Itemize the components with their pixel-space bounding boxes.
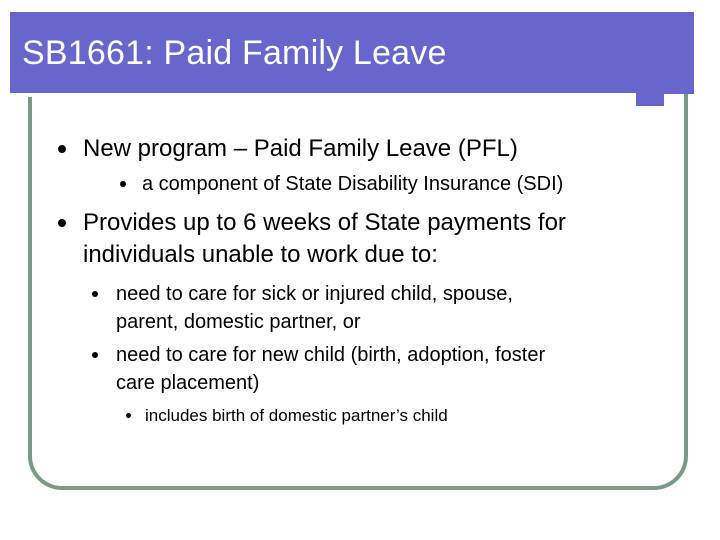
sub-bullet-text: need to care for new child (birth, adoption, foster (116, 344, 546, 366)
bullet-dot-icon (58, 219, 66, 227)
bullet-dot-icon (126, 413, 131, 418)
bullet-text: individuals unable to work due to: (83, 241, 438, 268)
bullet-text: Provides up to 6 weeks of State payments for (83, 209, 566, 236)
bullet-dot-icon (92, 291, 98, 297)
bullet-dot-icon (58, 145, 66, 153)
title-tab-accent (636, 94, 664, 106)
bullet-dot-icon (92, 352, 98, 358)
sub-sub-bullet-text: includes birth of domestic partner’s child (145, 406, 448, 425)
bullet-text: New program – Paid Family Leave (PFL) (83, 135, 518, 162)
sub-bullet-text: a component of State Disability Insurance (SDI) (142, 173, 564, 195)
sub-bullet-text: parent, domestic partner, or (116, 311, 361, 333)
sub-bullet-text: need to care for sick or injured child, spouse, (116, 283, 513, 305)
bullet-dot-icon (120, 181, 126, 187)
sub-bullet-text: care placement) (116, 372, 260, 394)
frame-mask (36, 96, 636, 108)
slide-title: SB1661: Paid Family Leave (22, 34, 447, 72)
title-underline (10, 93, 636, 97)
